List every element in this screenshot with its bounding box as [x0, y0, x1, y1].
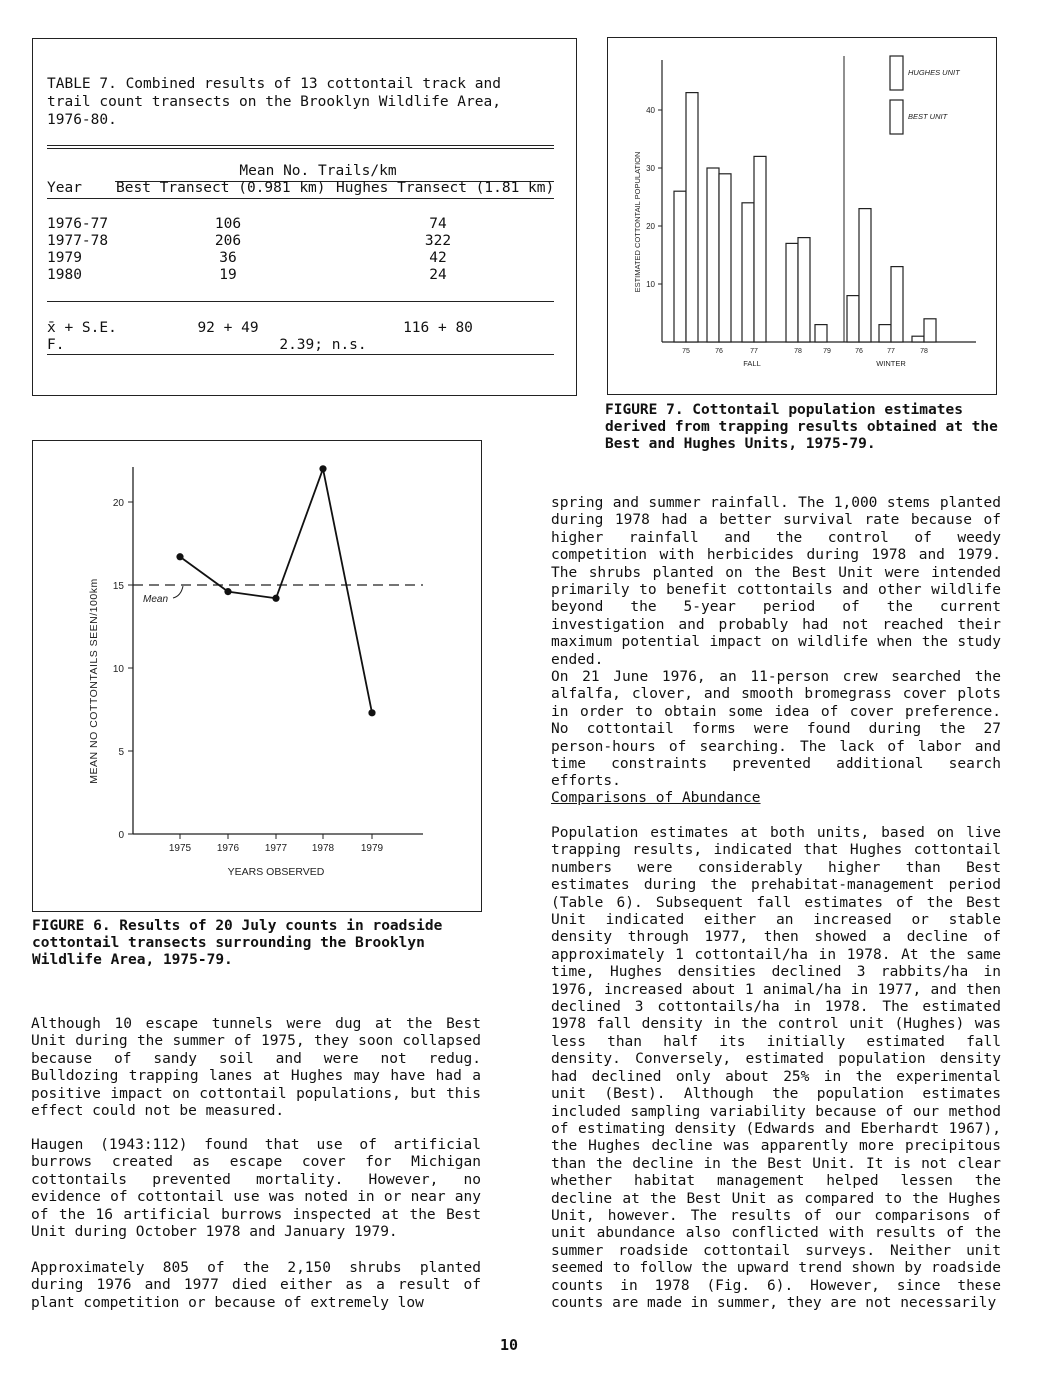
table-row-hughes: 322: [424, 233, 452, 249]
x-tick-label: 1976: [216, 843, 240, 854]
x-tick-label: 78: [794, 348, 802, 355]
table-mean-hughes: 116 + 80: [403, 320, 473, 336]
legend-swatch: [890, 56, 903, 90]
table-f-label: F.: [47, 337, 65, 353]
table-row-best: 106: [214, 216, 242, 232]
table-rule-top-1: [47, 145, 554, 146]
table-row-best: 19: [219, 267, 237, 283]
figure-6-chart: [33, 441, 481, 911]
table-row-hughes: 42: [429, 250, 447, 266]
data-point: [368, 709, 375, 716]
table-group-header: Mean No. Trails/km: [239, 163, 397, 179]
body-paragraph: Population estimates at both units, based on live trapping results, indicated that Hughes cottontail numbers were considerably higher than Best estimates during the prehabitat-management period (Table 6). Subsequent fall estimates of the Best Unit indicated either an increased or stable density through 1977, then showed a decline of approximately 1 cottontail/ha in 1978. At the same time, Hughes densities declined 3 rabbits/ha in 1976, increased about 1 animal/ha in 1977, and then declined 3 cottontails/ha in 1978. The estimated 1978 fall density in the control unit (Hughes) was less than half its initially estimated fall density. Conversely, estimated population density had declined only about 25% in the experimental unit (Best). Although the population estimates included sampling variability because of our method of estimating density (Edwards and Eberhardt 1967), the Hughes decline was apparently more precipitous than the decline in the Best Unit. It is not clear whether habitat management helped lessen the decline at the Best Unit as compared to the Hughes Unit, however. The results of our comparisons of unit abundance also conflicted with results of the summer roadside cottontail surveys. Neither unit seemed to follow the upward trend shown by roadside counts in 1978 (Fig. 6). However, since these counts are made in summer, they are not necessarily: [551, 825, 1001, 1311]
x-tick-label: 78: [920, 348, 928, 355]
body-paragraph: Haugen (1943:112) found that use of artificial burrows created as escape cover for Michigan cottontails prevented mortality. However, no evidence of cottontail use was noted in or near any of the 16 artificial burrows inspected at the Best Unit during October 1978 and January 1979.: [31, 1137, 481, 1241]
table-body-rule: [47, 301, 554, 302]
x-tick-label: 1977: [264, 843, 288, 854]
y-tick-label: 5: [118, 747, 124, 758]
table-row-best: 206: [214, 233, 242, 249]
figure-7-chart: [608, 38, 996, 394]
x-tick-label: 79: [823, 348, 831, 355]
bar-best: [786, 243, 798, 342]
group-label-fall: FALL: [743, 359, 761, 368]
bar-best: [912, 336, 924, 342]
table-header-rule: [47, 198, 554, 199]
bar-hughes: [754, 156, 766, 342]
x-tick-label: 1975: [168, 843, 192, 854]
table-7: [32, 38, 577, 396]
table-mean-label: x̄ + S.E.: [47, 320, 117, 336]
bar-best: [879, 325, 891, 342]
table-bottom-rule: [47, 354, 554, 355]
bar-hughes: [924, 319, 936, 342]
x-tick-label: 77: [750, 348, 758, 355]
body-paragraph: Approximately 805 of the 2,150 shrubs planted during 1976 and 1977 died either as a result of plant competition or because of extremely low: [31, 1260, 481, 1311]
table-row-best: 36: [219, 250, 237, 266]
bar-best: [847, 296, 859, 342]
y-tick-label: 30: [646, 164, 655, 173]
legend-label: HUGHES UNIT: [908, 68, 960, 77]
body-paragraph: On 21 June 1976, an 11-person crew searched the alfalfa, clover, and smooth bromegrass cover plots in order to obtain some idea of cover preference. No cottontail forms were found during the 27 person-hours of searching. The lack of labor and time constraints prevented additional search efforts.: [551, 669, 1001, 790]
x-tick-label: 77: [887, 348, 895, 355]
y-axis-label: MEAN NO COTTONTAILS SEEN/100km: [88, 578, 100, 784]
mean-label: Mean: [143, 594, 169, 605]
group-label-winter: WINTER: [876, 359, 906, 368]
table-row-year: 1976-77: [47, 216, 109, 232]
body-paragraph: Although 10 escape tunnels were dug at the Best Unit during the summer of 1975, they soon collapsed because of sandy soil and were not redug. Bulldozing trapping lanes at Hughes may have had a positive impact on cottontail populations, but this effect could not be measured.: [31, 1016, 481, 1120]
table-col-year: Year: [47, 180, 82, 196]
section-heading: Comparisons of Abundance: [551, 790, 761, 806]
y-tick-label: 10: [646, 280, 655, 289]
bar-hughes: [891, 267, 903, 342]
bar-hughes: [719, 174, 731, 342]
y-tick-label: 15: [112, 581, 124, 592]
x-tick-label: 1978: [311, 843, 335, 854]
table-row-year: 1979: [47, 250, 82, 266]
table-col-best: Best Transect (0.981 km): [116, 180, 326, 196]
x-tick-label: 76: [855, 348, 863, 355]
y-axis-label: ESTIMATED COTTONTAIL POPULATION: [633, 151, 642, 293]
figure-6-caption: FIGURE 6. Results of 20 July counts in roadside cottontail transects surrounding the Brooklyn Wildlife Area, 1975-79.: [32, 918, 443, 968]
y-tick-label: 10: [112, 664, 124, 675]
y-tick-label: 0: [118, 830, 124, 841]
x-tick-label: 76: [715, 348, 723, 355]
figure-7-caption: FIGURE 7. Cottontail population estimates derived from trapping results obtained at the Best and Hughes Units, 1975-79.: [605, 402, 998, 452]
data-point: [224, 588, 231, 595]
table-f-value: 2.39; n.s.: [279, 337, 367, 353]
data-point: [176, 553, 183, 560]
bar-best: [815, 325, 827, 342]
legend-swatch: [890, 100, 903, 134]
series-line: [180, 469, 372, 713]
bar-hughes: [859, 209, 871, 342]
table-col-hughes: Hughes Transect (1.81 km): [336, 180, 555, 196]
bar-best: [742, 203, 754, 342]
table-row-year: 1977-78: [47, 233, 109, 249]
x-axis-label: YEARS OBSERVED: [227, 866, 325, 878]
body-paragraph: spring and summer rainfall. The 1,000 stems planted during 1978 had a better survival rate because of higher rainfall and the control of weedy competition with herbicides during 1978 and 1979. The shrubs planted on the Best Unit were intended primarily to benefit cottontails and other wildlife beyond the 5-year period of the current investigation and probably had not reached their maximum potential impact on wildlife when the study ended.: [551, 495, 1001, 668]
table-row-hughes: 74: [429, 216, 447, 232]
table-row-year: 1980: [47, 267, 82, 283]
bar-best: [707, 168, 719, 342]
figure-7: [607, 37, 997, 395]
data-point: [272, 595, 279, 602]
x-tick-label: 75: [682, 348, 690, 355]
bar-hughes: [686, 93, 698, 342]
table-row-hughes: 24: [429, 267, 447, 283]
table-7-title: TABLE 7. Combined results of 13 cottontail track and trail count transects on the Brooklyn Wildlife Area, 1976-80.: [47, 76, 501, 128]
bar-best: [674, 191, 686, 342]
y-tick-label: 20: [646, 222, 655, 231]
table-rule-top-2: [47, 148, 554, 149]
page-number: 10: [500, 1336, 519, 1354]
y-tick-label: 40: [646, 106, 655, 115]
figure-6: [32, 440, 482, 912]
bar-hughes: [798, 238, 810, 342]
legend-label: BEST UNIT: [908, 112, 948, 121]
table-mean-best: 92 + 49: [197, 320, 259, 336]
data-point: [319, 465, 326, 472]
y-tick-label: 20: [112, 498, 124, 509]
x-tick-label: 1979: [360, 843, 384, 854]
mean-pointer: [173, 586, 183, 598]
